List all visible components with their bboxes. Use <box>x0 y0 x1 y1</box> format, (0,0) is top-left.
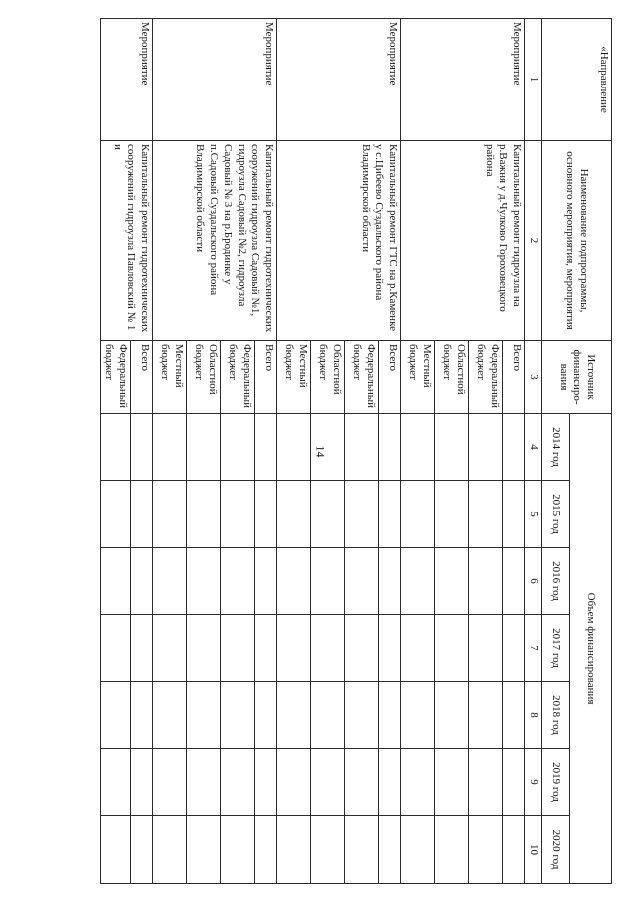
value-cell <box>187 548 221 615</box>
column-number-row <box>525 19 542 884</box>
value-cell <box>345 414 379 481</box>
value-cell <box>221 682 255 749</box>
value-cell <box>435 481 469 548</box>
header-name: Наименование подпрограммы, основного мероприятия, мероприятия <box>542 141 612 341</box>
value-cell <box>401 749 435 816</box>
value-cell <box>187 749 221 816</box>
value-cell <box>379 816 401 884</box>
value-cell <box>435 816 469 884</box>
value-cell <box>153 615 187 682</box>
value-cell <box>435 548 469 615</box>
value-cell <box>311 548 345 615</box>
header-year: 2019 год <box>542 749 570 816</box>
row-source: Всего <box>255 341 277 414</box>
row-type: Мероприятие <box>100 19 153 141</box>
value-cell <box>221 548 255 615</box>
value-cell <box>187 615 221 682</box>
value-cell <box>131 749 153 816</box>
value-cell <box>401 615 435 682</box>
value-cell <box>277 414 311 481</box>
value-cell <box>379 615 401 682</box>
value-cell <box>379 749 401 816</box>
row-event-name: Капитальный ремонт гидротехнических сооружений гидроузла Павловский № 1 и <box>100 141 153 341</box>
row-source: Федеральный бюджет <box>345 341 379 414</box>
row-source: Всего <box>131 341 153 414</box>
header-year: 2017 год <box>542 615 570 682</box>
value-cell <box>469 615 503 682</box>
value-cell <box>503 414 525 481</box>
header-year: 2015 год <box>542 481 570 548</box>
row-source: Местный бюджет <box>153 341 187 414</box>
value-cell <box>469 749 503 816</box>
value-cell <box>277 615 311 682</box>
rotated-table-container <box>100 18 612 883</box>
value-cell <box>503 682 525 749</box>
value-cell <box>221 749 255 816</box>
value-cell <box>401 414 435 481</box>
value-cell <box>503 481 525 548</box>
row-source: Федеральный бюджет <box>100 341 131 414</box>
value-cell <box>187 414 221 481</box>
page-number: 14 <box>313 445 328 458</box>
value-cell <box>503 615 525 682</box>
value-cell <box>311 414 345 481</box>
value-cell <box>401 548 435 615</box>
header-volume: Объем финансирования <box>570 414 612 884</box>
table-row <box>379 19 401 884</box>
row-type: Мероприятие <box>153 19 277 141</box>
value-cell <box>401 682 435 749</box>
value-cell <box>255 682 277 749</box>
header-year: 2020 год <box>542 816 570 884</box>
value-cell <box>100 414 131 481</box>
value-cell <box>187 816 221 884</box>
financing-table <box>100 18 612 884</box>
row-source: Всего <box>379 341 401 414</box>
row-source: Местный бюджет <box>401 341 435 414</box>
table-row <box>131 19 153 884</box>
value-cell <box>131 682 153 749</box>
header-direction: «Направление <box>542 19 612 141</box>
value-cell <box>100 682 131 749</box>
value-cell <box>311 682 345 749</box>
value-cell <box>435 682 469 749</box>
col-number: 1 <box>525 19 542 141</box>
row-source: Областной бюджет <box>311 341 345 414</box>
value-cell <box>311 481 345 548</box>
row-source: Областной бюджет <box>187 341 221 414</box>
value-cell <box>255 615 277 682</box>
col-number: 6 <box>525 548 542 615</box>
value-cell <box>503 749 525 816</box>
value-cell <box>311 615 345 682</box>
col-number: 9 <box>525 749 542 816</box>
value-cell <box>221 481 255 548</box>
value-cell <box>153 481 187 548</box>
value-cell <box>255 816 277 884</box>
value-cell <box>277 481 311 548</box>
value-cell <box>469 816 503 884</box>
row-source: Областной бюджет <box>435 341 469 414</box>
value-cell <box>153 749 187 816</box>
header-year: 2018 год <box>542 682 570 749</box>
value-cell <box>469 414 503 481</box>
row-source: Всего <box>503 341 525 414</box>
value-cell <box>221 816 255 884</box>
value-cell <box>469 682 503 749</box>
value-cell <box>255 414 277 481</box>
value-cell <box>311 749 345 816</box>
value-cell <box>131 816 153 884</box>
value-cell <box>379 414 401 481</box>
col-number: 7 <box>525 615 542 682</box>
value-cell <box>255 548 277 615</box>
row-event-name: Капитальный ремонт гидротехнических сооружений гидроузла Садовый №1, гидроузла Садовый №2, гидроузла Садовый № 3 на р.Бродинке у п.Садовый Суздальского района Владимирской области <box>153 141 277 341</box>
value-cell <box>277 749 311 816</box>
value-cell <box>345 548 379 615</box>
value-cell <box>277 682 311 749</box>
value-cell <box>345 481 379 548</box>
value-cell <box>277 816 311 884</box>
value-cell <box>221 615 255 682</box>
col-number: 2 <box>525 141 542 341</box>
value-cell <box>503 816 525 884</box>
value-cell <box>100 749 131 816</box>
row-event-name: Капитальный ремонт ГТС на р.Каменке у с.Цибеево Суздальского района Владимирской области <box>277 141 401 341</box>
value-cell <box>401 481 435 548</box>
value-cell <box>131 615 153 682</box>
table-row <box>503 19 525 884</box>
value-cell <box>153 816 187 884</box>
value-cell <box>100 481 131 548</box>
value-cell <box>131 414 153 481</box>
value-cell <box>311 816 345 884</box>
row-source: Местный бюджет <box>277 341 311 414</box>
value-cell <box>345 615 379 682</box>
value-cell <box>100 816 131 884</box>
col-number: 10 <box>525 816 542 884</box>
row-source: Федеральный бюджет <box>469 341 503 414</box>
col-number: 3 <box>525 341 542 414</box>
row-event-name: Капитальный ремонт гидроузла на р.Важня у д.Чулково Гороховецкого района <box>401 141 525 341</box>
col-number: 8 <box>525 682 542 749</box>
table-body <box>100 19 525 884</box>
value-cell <box>435 749 469 816</box>
value-cell <box>469 481 503 548</box>
value-cell <box>100 548 131 615</box>
value-cell <box>221 414 255 481</box>
row-type: Мероприятие <box>277 19 401 141</box>
value-cell <box>345 749 379 816</box>
value-cell <box>187 481 221 548</box>
value-cell <box>255 749 277 816</box>
table-row <box>255 19 277 884</box>
value-cell <box>187 682 221 749</box>
value-cell <box>345 816 379 884</box>
value-cell <box>153 682 187 749</box>
value-cell <box>401 816 435 884</box>
value-cell <box>379 481 401 548</box>
table-header <box>525 19 612 884</box>
col-number: 5 <box>525 481 542 548</box>
value-cell <box>100 615 131 682</box>
value-cell <box>435 615 469 682</box>
value-cell <box>131 481 153 548</box>
value-cell <box>379 682 401 749</box>
value-cell <box>503 548 525 615</box>
value-cell <box>153 548 187 615</box>
row-type: Мероприятие <box>401 19 525 141</box>
value-cell <box>469 548 503 615</box>
value-cell <box>345 682 379 749</box>
value-cell <box>379 548 401 615</box>
value-cell <box>255 481 277 548</box>
header-source: Источник финансиро-вания <box>542 341 612 414</box>
col-number: 4 <box>525 414 542 481</box>
row-source: Федеральный бюджет <box>221 341 255 414</box>
value-cell <box>277 548 311 615</box>
header-year: 2014 год <box>542 414 570 481</box>
value-cell <box>435 414 469 481</box>
value-cell <box>153 414 187 481</box>
header-year: 2016 год <box>542 548 570 615</box>
value-cell <box>131 548 153 615</box>
